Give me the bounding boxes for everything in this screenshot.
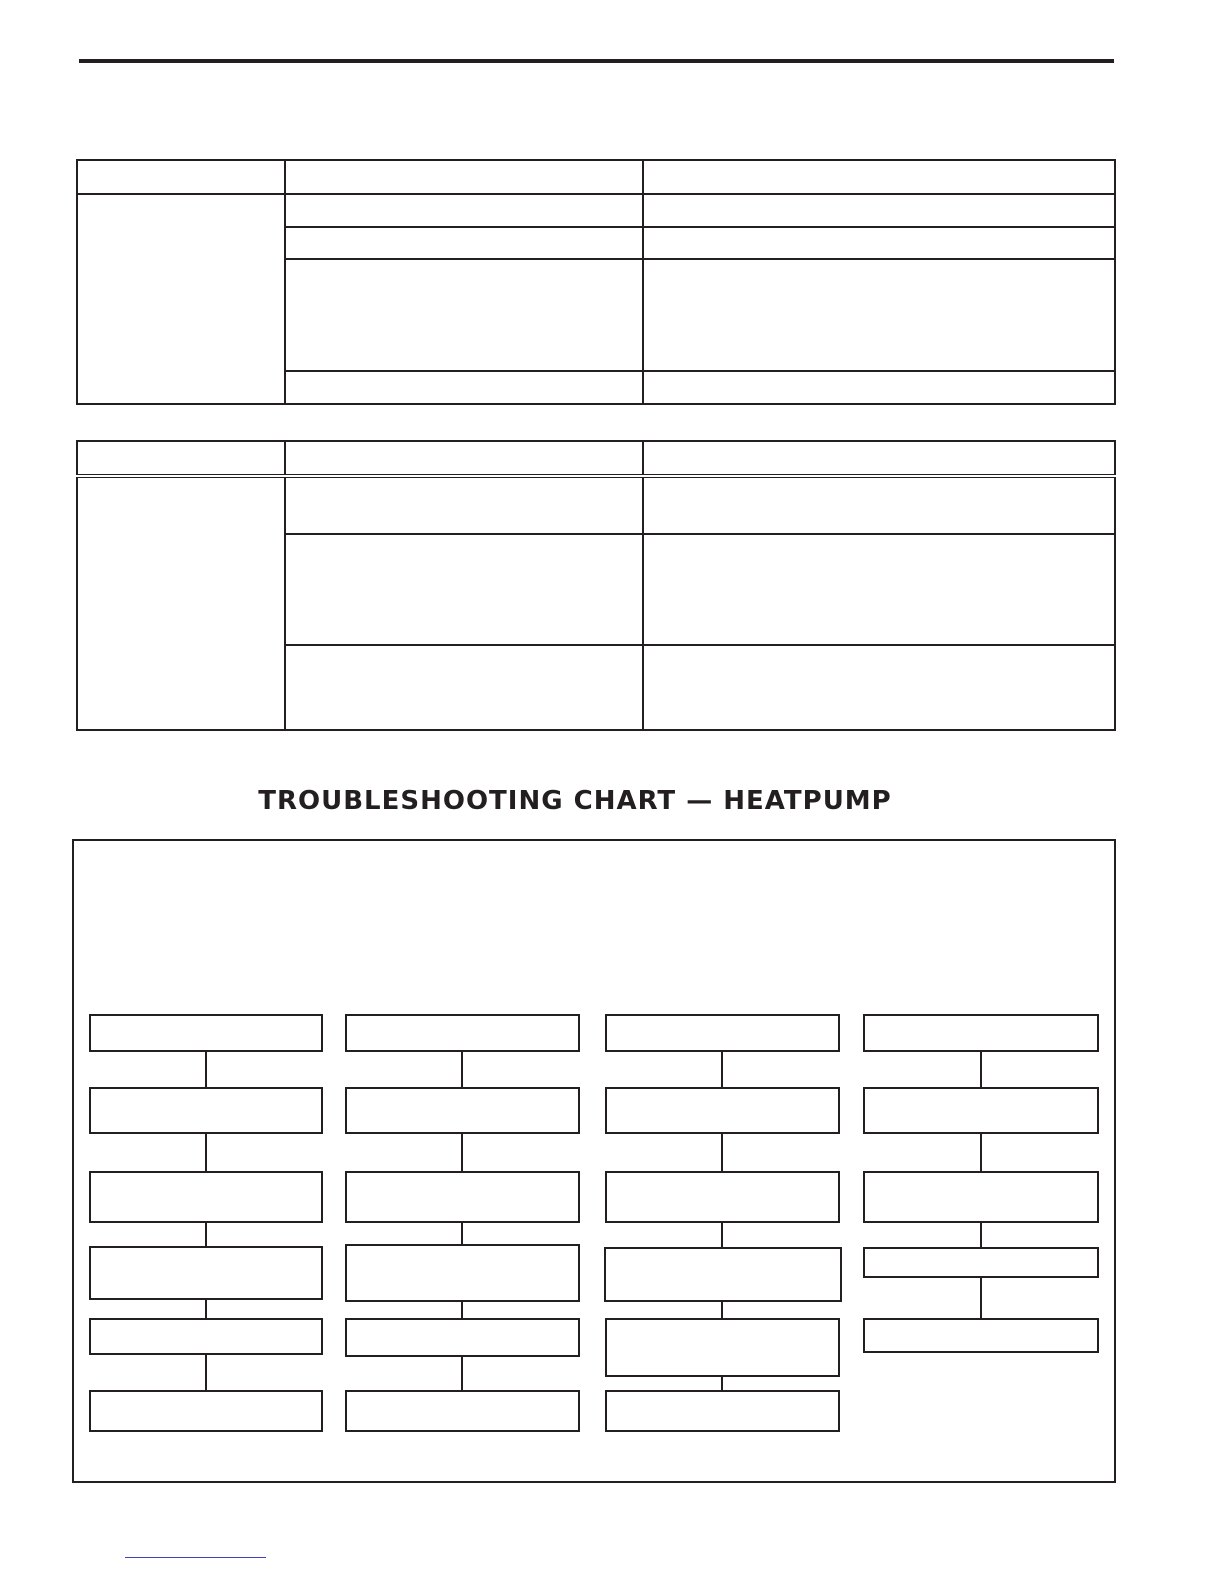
header-cell-cause <box>285 441 643 476</box>
connector-line <box>721 1132 723 1172</box>
connector-line <box>721 1376 723 1391</box>
remedy-cell <box>643 227 1115 259</box>
connector-line <box>980 1050 982 1088</box>
flow-step-box <box>345 1087 580 1134</box>
footer-link-underline[interactable] <box>125 1557 266 1558</box>
remedy-cell <box>643 476 1115 534</box>
cause-cell <box>285 645 643 730</box>
remedy-cell <box>643 645 1115 730</box>
remedy-cell <box>643 259 1115 371</box>
cause-cell <box>285 476 643 534</box>
cause-cell <box>285 371 643 404</box>
remedy-cell <box>643 371 1115 404</box>
header-cell-complaint <box>77 160 285 194</box>
flow-step-box <box>605 1087 840 1134</box>
flow-step-box <box>604 1247 842 1302</box>
chart-title: TROUBLESHOOTING CHART — HEATPUMP <box>258 786 892 816</box>
flow-step-box <box>863 1318 1099 1353</box>
connector-line <box>461 1222 463 1245</box>
cause-cell <box>285 194 643 227</box>
cause-cell <box>285 227 643 259</box>
table-row <box>77 194 1115 227</box>
header-rule <box>79 59 1114 63</box>
connector-line <box>721 1222 723 1248</box>
table-header-row <box>77 160 1115 194</box>
connector-line <box>461 1300 463 1319</box>
connector-line <box>205 1299 207 1319</box>
header-cell-remedy <box>643 160 1115 194</box>
flow-step-box <box>605 1014 840 1052</box>
flow-step-box <box>89 1087 323 1134</box>
flow-step-box <box>605 1171 840 1223</box>
flow-step-box <box>863 1014 1099 1052</box>
flowchart-frame <box>72 839 1116 1483</box>
remedy-cell <box>643 534 1115 645</box>
flow-step-box <box>863 1247 1099 1278</box>
flow-step-box <box>863 1171 1099 1223</box>
connector-line <box>721 1301 723 1319</box>
table-header-row <box>77 441 1115 476</box>
troubleshooting-table-1 <box>76 159 1116 405</box>
connector-line <box>205 1354 207 1391</box>
flow-step-box <box>605 1318 840 1377</box>
flow-step-box <box>89 1014 323 1052</box>
connector-line <box>980 1277 982 1319</box>
header-cell-remedy <box>643 441 1115 476</box>
flow-step-box <box>863 1087 1099 1134</box>
connector-line <box>980 1132 982 1172</box>
connector-line <box>205 1050 207 1088</box>
cause-cell <box>285 259 643 371</box>
flow-step-box <box>89 1390 323 1432</box>
connector-line <box>205 1132 207 1172</box>
connector-line <box>721 1050 723 1088</box>
flow-step-box <box>345 1318 580 1357</box>
header-cell-complaint <box>77 441 285 476</box>
complaint-cell <box>77 476 285 730</box>
troubleshooting-table-2 <box>76 440 1116 731</box>
connector-line <box>461 1132 463 1172</box>
header-cell-cause <box>285 160 643 194</box>
remedy-cell <box>643 194 1115 227</box>
flow-step-box <box>89 1318 323 1355</box>
flow-step-box <box>345 1244 580 1302</box>
flow-step-box <box>89 1171 323 1223</box>
cause-cell <box>285 534 643 645</box>
flow-step-box <box>89 1246 323 1300</box>
table-row <box>77 476 1115 534</box>
connector-line <box>980 1222 982 1248</box>
flow-step-box <box>345 1390 580 1432</box>
flow-step-box <box>345 1014 580 1052</box>
complaint-cell <box>77 194 285 404</box>
connector-line <box>205 1222 207 1247</box>
connector-line <box>461 1355 463 1391</box>
connector-line <box>461 1050 463 1088</box>
flow-step-box <box>605 1390 840 1432</box>
flow-step-box <box>345 1171 580 1223</box>
